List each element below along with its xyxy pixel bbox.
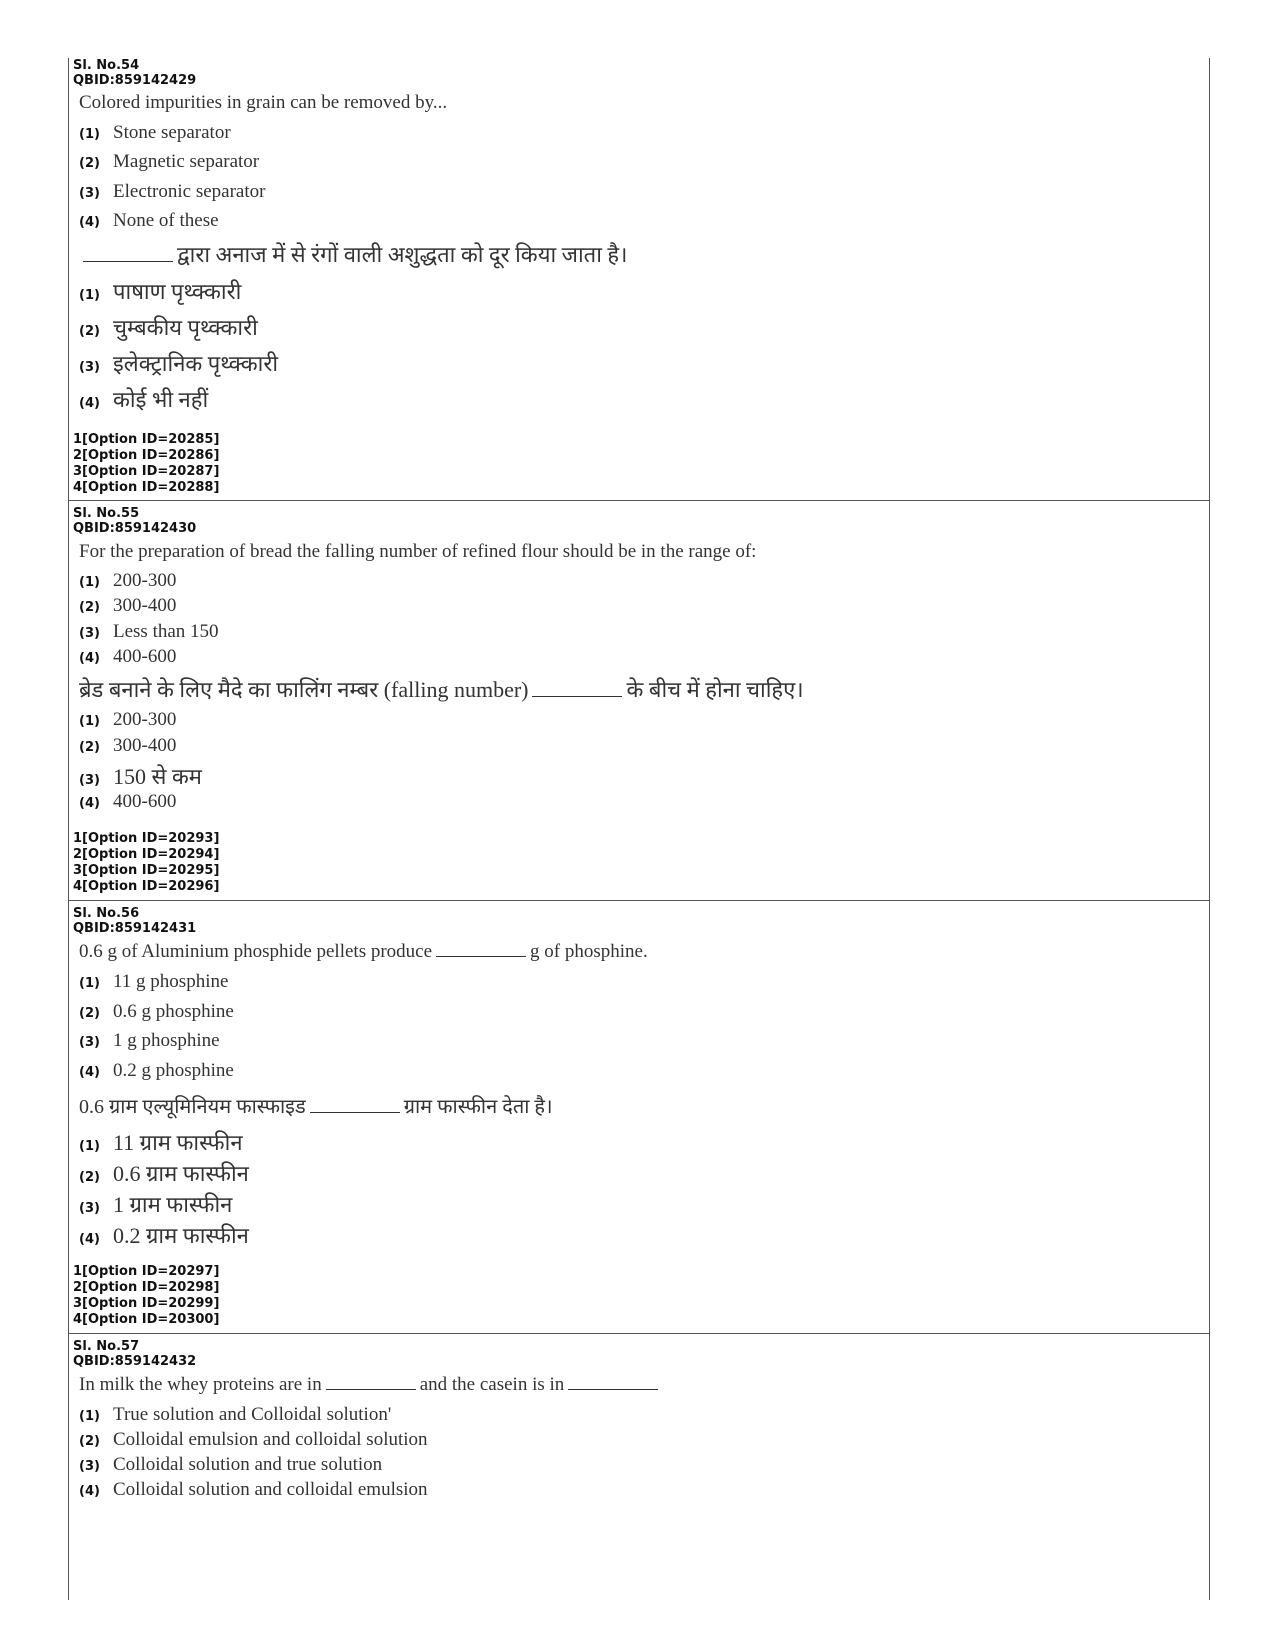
answer-blank xyxy=(310,1111,400,1113)
option-en-4: (4) 400-600 xyxy=(79,646,177,667)
question-sheet xyxy=(68,58,1210,1600)
question-stem-hi: 0.6 ग्राम एल्यूमिनियम फास्फाइड ग्राम फास्फीन देता है। xyxy=(79,1096,553,1118)
option-en-1: (1) True solution and Colloidal solution' xyxy=(79,1404,392,1425)
sl-number: Sl. No.54 xyxy=(73,58,140,73)
option-en-2: (2) 0.6 g phosphine xyxy=(79,1001,234,1022)
option-hi-3: (3) 150 से कम xyxy=(79,764,202,789)
option-hi-1: (1) 200-300 xyxy=(79,709,177,730)
option-en-3: (3) 1 g phosphine xyxy=(79,1030,220,1051)
question-stem-hi: द्वारा अनाज में से रंगों वाली अशुद्धता को दूर किया जाता है। xyxy=(69,239,627,269)
question-stem-en: 0.6 g of Aluminium phosphide pellets produce g of phosphine. xyxy=(79,941,648,962)
question-stem-en: Colored impurities in grain can be removed by... xyxy=(79,92,448,113)
option-id-list: 1[Option ID=20285] 2[Option ID=20286] 3[Option ID=20287] 4[Option ID=20288] xyxy=(73,432,220,495)
answer-blank xyxy=(326,1388,416,1390)
option-en-1: (1) 200-300 xyxy=(79,570,177,591)
question-stem-hi: ब्रेड बनाने के लिए मैदे का फालिंग नम्बर (falling number) के बीच में होना चाहिए। xyxy=(79,677,804,702)
answer-blank xyxy=(83,260,173,262)
sl-number: Sl. No.57 xyxy=(73,1339,140,1354)
option-en-1: (1) Stone separator xyxy=(79,122,231,143)
question-57 xyxy=(69,1333,1209,1601)
option-hi-3: (3) इलेक्ट्रानिक पृथ्क्कारी xyxy=(79,351,279,376)
option-en-1: (1) 11 g phosphine xyxy=(79,971,229,992)
option-en-4: (4) Colloidal solution and colloidal emulsion xyxy=(79,1479,428,1500)
question-56 xyxy=(69,900,1209,1334)
question-stem-en: In milk the whey proteins are in and the casein is in xyxy=(69,1374,662,1396)
option-en-2: (2) Colloidal emulsion and colloidal solution xyxy=(79,1429,428,1450)
question-54 xyxy=(69,58,1209,500)
option-en-4: (4) None of these xyxy=(79,210,219,231)
option-en-3: (3) Electronic separator xyxy=(79,181,266,202)
option-en-2: (2) 300-400 xyxy=(79,595,177,616)
option-id-list: 1[Option ID=20297] 2[Option ID=20298] 3[Option ID=20299] 4[Option ID=20300] xyxy=(73,1264,220,1327)
qbid: QBID:859142432 xyxy=(73,1354,197,1369)
option-id-list: 1[Option ID=20293] 2[Option ID=20294] 3[Option ID=20295] 4[Option ID=20296] xyxy=(73,831,220,894)
qbid: QBID:859142431 xyxy=(73,921,197,936)
answer-blank xyxy=(532,695,622,697)
answer-blank xyxy=(436,955,526,957)
option-hi-2: (2) चुम्बकीय पृथ्क्कारी xyxy=(79,315,258,340)
qbid: QBID:859142430 xyxy=(73,521,197,536)
option-en-4: (4) 0.2 g phosphine xyxy=(79,1060,234,1081)
question-55 xyxy=(69,500,1209,901)
option-hi-2: (2) 0.6 ग्राम फास्फीन xyxy=(79,1161,249,1186)
option-hi-3: (3) 1 ग्राम फास्फीन xyxy=(79,1192,233,1217)
question-stem-en: For the preparation of bread the falling number of refined flour should be in the range of: xyxy=(79,541,757,562)
option-en-3: (3) Colloidal solution and true solution xyxy=(79,1454,383,1475)
option-hi-2: (2) 300-400 xyxy=(79,735,177,756)
option-hi-1: (1) 11 ग्राम फास्फीन xyxy=(79,1130,243,1155)
option-hi-1: (1) पाषाण पृथ्क्कारी xyxy=(79,279,242,304)
option-en-3: (3) Less than 150 xyxy=(79,621,219,642)
sl-number: Sl. No.56 xyxy=(73,906,140,921)
option-hi-4: (4) 400-600 xyxy=(79,791,177,812)
answer-blank xyxy=(568,1388,658,1390)
option-en-2: (2) Magnetic separator xyxy=(79,151,260,172)
option-hi-4: (4) कोई भी नहीं xyxy=(79,387,209,412)
option-hi-4: (4) 0.2 ग्राम फास्फीन xyxy=(79,1223,249,1248)
qbid: QBID:859142429 xyxy=(73,73,197,88)
sl-number: Sl. No.55 xyxy=(73,506,140,521)
